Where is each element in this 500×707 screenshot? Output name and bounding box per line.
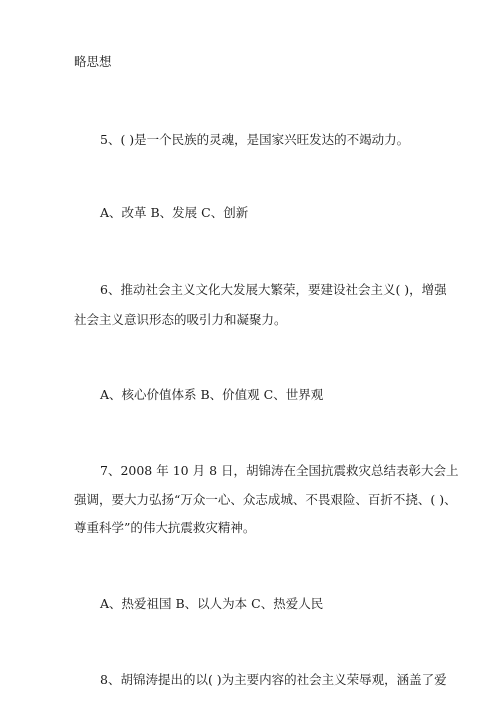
question-7-line-2: 强调，要大力弘扬“万众一心、众志成城、不畏艰险、百折不挠、( )、 — [74, 492, 457, 507]
question-5-options: A、改革 B、发展 C、创新 — [100, 205, 249, 220]
previous-question-tail: 略思想 — [74, 54, 112, 69]
question-7-line-3: 尊重科学”的伟大抗震救灾精神。 — [74, 520, 256, 535]
question-8-line-1: 8、胡锦涛提出的以( )为主要内容的社会主义荣辱观，涵盖了爱 — [100, 672, 447, 687]
question-7-line-1: 7、2008 年 10 月 8 日，胡锦涛在全国抗震救灾总结表彰大会上 — [100, 463, 459, 478]
question-6-line-2: 社会主义意识形态的吸引力和凝聚力。 — [74, 312, 287, 327]
question-5: 5、( )是一个民族的灵魂，是国家兴旺发达的不竭动力。 — [100, 132, 410, 147]
question-6-options: A、核心价值体系 B、价值观 C、世界观 — [100, 387, 324, 402]
question-6-line-1: 6、推动社会主义文化大发展大繁荣，要建设社会主义( )，增强 — [100, 282, 447, 297]
question-7-options: A、热爱祖国 B、以人为本 C、热爱人民 — [100, 596, 324, 611]
